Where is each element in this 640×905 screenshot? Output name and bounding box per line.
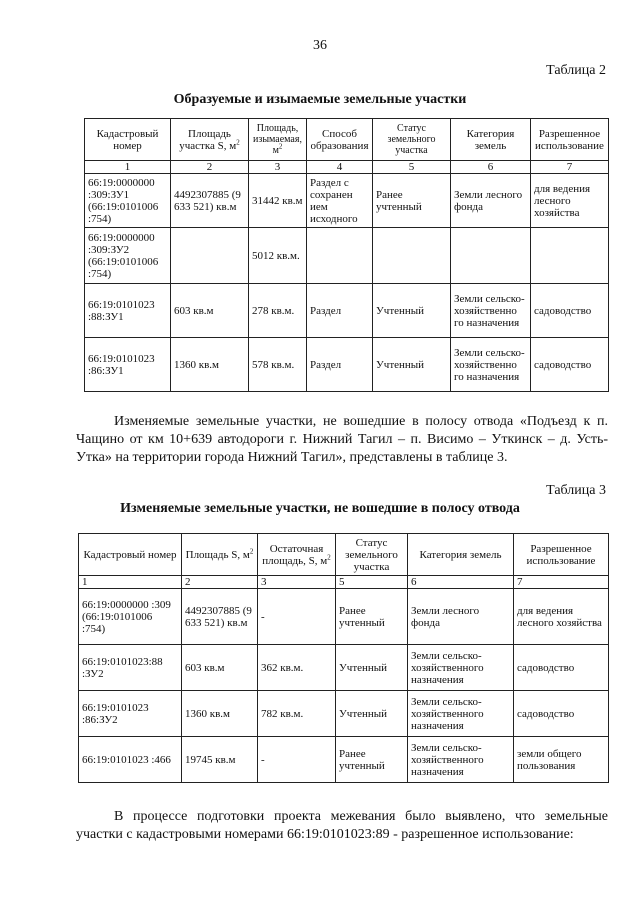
t2-header-formation: Способ образования	[307, 119, 373, 161]
paragraph-1: Изменяемые земельные участки, не вошедшие в полосу отвода «Подъезд к п. Чащино от км 10+639 автодороги г. Нижний Тагил – п. Висимо – Уткинск – д. Усть-Утка» на территории города Нижний Тагил», представлены в таблице 3.	[76, 414, 608, 465]
table-row: 66:19:0101023 :86:ЗУ2 1360 кв.м 782 кв.м. Учтенный Земли сельско- хозяйственного назначения садоводство	[79, 691, 609, 737]
table2	[84, 118, 609, 392]
t3-header-status: Статус земельного участка	[336, 534, 408, 576]
table-row: 66:19:0101023 :88:ЗУ1 603 кв.м 278 кв.м. Раздел Учтенный Земли сельско- хозяйственно го назначения садоводство	[85, 284, 609, 338]
t2-index-row: 1 2 3 4 5 6 7	[85, 161, 609, 174]
table3-title: Изменяемые земельные участки, не вошедшие в полосу отвода	[120, 501, 520, 516]
table-row: 66:19:0101023 :86:ЗУ1 1360 кв.м 578 кв.м. Раздел Учтенный Земли сельско- хозяйственно го назначения садоводство	[85, 338, 609, 392]
table-row: 66:19:0000000 :309:ЗУ2 (66:19:0101006 :754) 5012 кв.м.	[85, 228, 609, 284]
t3-header-residual-area: Остаточная площадь, S, $м^2$	[258, 534, 336, 576]
table-row: 66:19:0000000 :309:ЗУ1 (66:19:0101006 :754) 4492307885 (9 633 521) кв.м 31442 кв.м Раздел с сохранен ием исходного Ранее учтенный Земли лесного фонда для ведения лесного хозяйства	[85, 174, 609, 228]
t2-header-seized-area: Площадь, изымаемая, $м^2$	[249, 119, 307, 161]
t2-header-area: Площадь участка S, $м^2$	[171, 119, 249, 161]
t3-header-area: Площадь S, $м^2$	[182, 534, 258, 576]
t3-header-use: Разрешенное использование	[514, 534, 609, 576]
table-row: 66:19:0000000 :309 (66:19:0101006 :754) 4492307885 (9 633 521) кв.м - Ранее учтенный Земли лесного фонда для ведения лесного хозяйства	[79, 589, 609, 645]
table3-caption: Таблица 3	[546, 483, 606, 498]
t2-header-use: Разрешенное использование	[531, 119, 609, 161]
t2-header-status: Статус земельного участка	[373, 119, 451, 161]
table-row: 66:19:0101023 :466 19745 кв.м - Ранее учтенный Земли сельско- хозяйственного назначения земли общего пользования	[79, 737, 609, 783]
table2-caption: Таблица 2	[546, 63, 606, 78]
page-number: 36	[313, 38, 327, 53]
table3	[78, 533, 609, 783]
t2-header-cadastral: Кадастровый номер	[85, 119, 171, 161]
t3-header-cadastral: Кадастровый номер	[79, 534, 182, 576]
t3-header-category: Категория земель	[408, 534, 514, 576]
table-row: 66:19:0101023:88 :ЗУ2 603 кв.м 362 кв.м. Учтенный Земли сельско- хозяйственного назначения садоводство	[79, 645, 609, 691]
t3-index-row: 1 2 3 5 6 7	[79, 576, 609, 589]
table2-title: Образуемые и изымаемые земельные участки	[173, 92, 467, 107]
t2-header-category: Категория земель	[451, 119, 531, 161]
paragraph-2: В процессе подготовки проекта межевания было выявлено, что земельные участки с кадастровыми номерами 66:19:0101023:89 - разрешенное использование:	[76, 809, 608, 842]
